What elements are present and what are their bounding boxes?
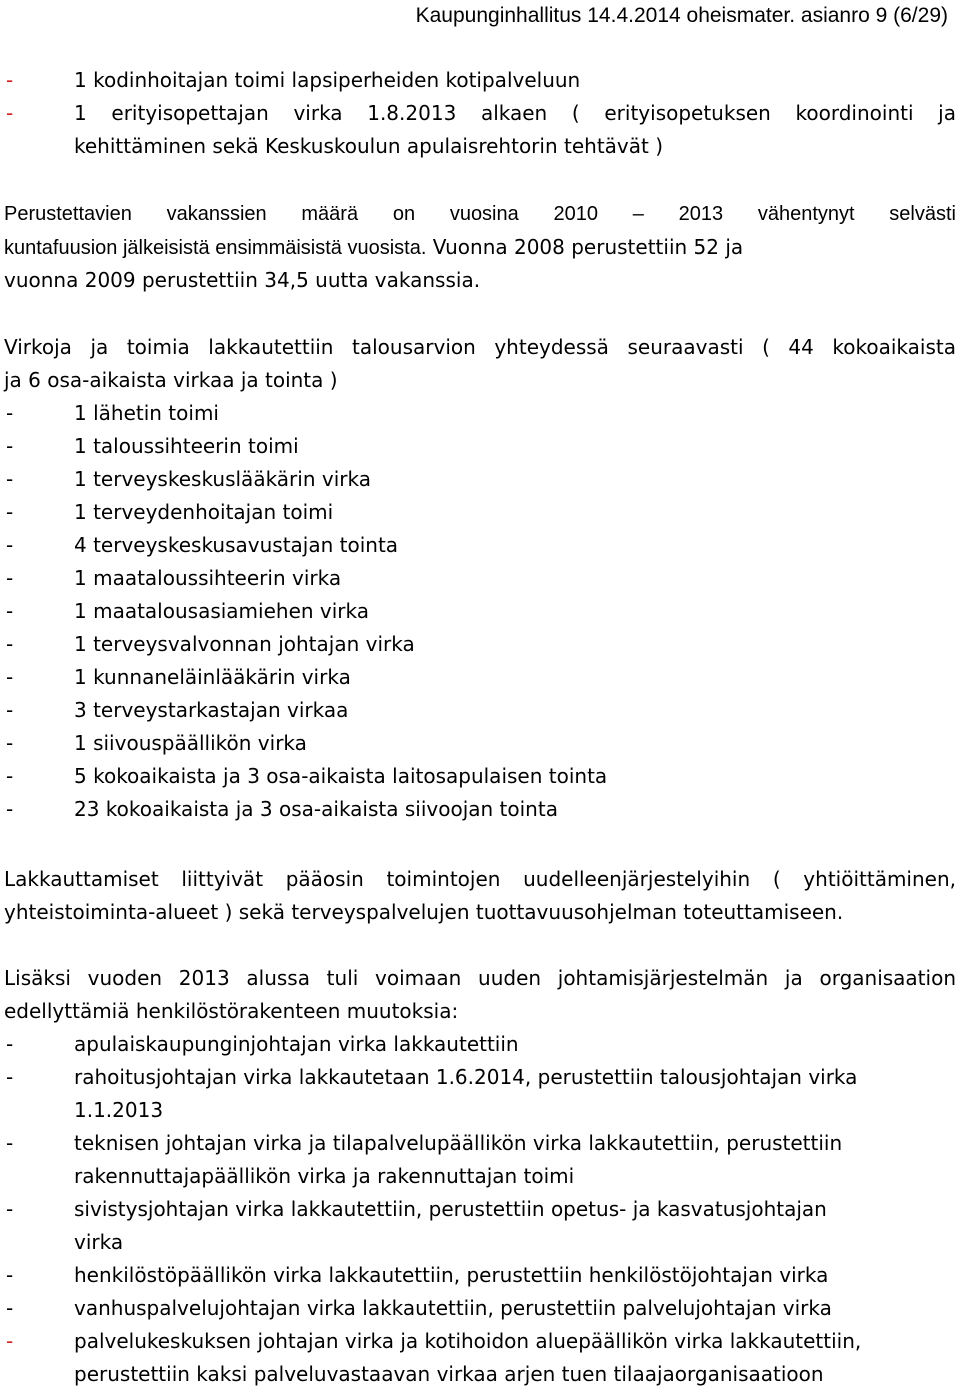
list-item-text: palvelukeskuksen johtajan virka ja kotihoidon aluepäällikön virka lakkautettiin,	[74, 1329, 862, 1353]
list-item-continuation: rakennuttajapäällikön virka ja rakennuttajan toimi	[74, 1164, 575, 1188]
list-dash: -	[6, 731, 14, 755]
list-item-text: 1 terveysvalvonnan johtajan virka	[74, 632, 415, 656]
list-item-continuation: 1.1.2013	[74, 1098, 164, 1122]
list-dash: -	[6, 500, 14, 524]
paragraph-line: Lisäksi vuoden 2013 alussa tuli voimaan uuden johtamisjärjestelmän ja organisaation	[4, 966, 956, 990]
list-item-text: apulaiskaupunginjohtajan virka lakkautettiin	[74, 1032, 519, 1056]
list-item	[4, 562, 956, 595]
list-dash: -	[6, 665, 14, 689]
list-dash: -	[6, 1197, 14, 1221]
list-item-text: henkilöstöpäällikön virka lakkautettiin, perustettiin henkilöstöjohtajan virka	[74, 1263, 829, 1287]
list-dash: -	[6, 533, 14, 557]
list-item	[4, 793, 956, 826]
list-item	[4, 1193, 956, 1226]
paragraph-vacancies	[4, 198, 956, 297]
paragraph-text: kuntafuusion jälkeisistä ensimmäisistä vuosista.	[4, 237, 427, 259]
list-item-text: 1 maatalousasiamiehen virka	[74, 599, 370, 623]
list-item-text: rahoitusjohtajan virka lakkautetaan 1.6.2014, perustettiin talousjohtajan virka	[74, 1065, 858, 1089]
list-item-continuation: virka	[74, 1230, 124, 1254]
list-item	[4, 727, 956, 760]
list-item	[4, 595, 956, 628]
abolished-list	[4, 397, 956, 826]
paragraph-line: yhteistoiminta-alueet ) sekä terveyspalvelujen tuottavuusohjelman toteuttamiseen.	[4, 900, 844, 924]
list-item-text: 1 kunnaneläinlääkärin virka	[74, 665, 351, 689]
list-dash: -	[6, 401, 14, 425]
list-item	[4, 1292, 956, 1325]
list-item	[4, 760, 956, 793]
list-item	[4, 463, 956, 496]
list-dash: -	[6, 1263, 14, 1287]
paragraph-line: Perustettavien vakanssien määrä on vuosina 2010 – 2013 vähentynyt selvästi	[4, 203, 956, 225]
paragraph-line: vuonna 2009 perustettiin 34,5 uutta vakanssia.	[4, 268, 481, 292]
list-item	[4, 64, 956, 97]
list-item	[4, 1127, 956, 1160]
page-header: Kaupunginhallitus 14.4.2014 oheismater. asianro 9 (6/29)	[415, 4, 948, 27]
paragraph-management-system	[4, 962, 956, 1028]
list-item-text: vanhuspalvelujohtajan virka lakkautettiin, perustettiin palvelujohtajan virka	[74, 1296, 832, 1320]
list-dash: -	[6, 698, 14, 722]
paragraph-line	[4, 231, 956, 264]
list-item-text: 5 kokoaikaista ja 3 osa-aikaista laitosapulaisen tointa	[74, 764, 608, 788]
list-item	[4, 661, 956, 694]
list-item	[4, 1061, 956, 1094]
list-item-text: 1 taloussihteerin toimi	[74, 434, 299, 458]
list-dash: -	[6, 1065, 14, 1089]
list-dash: -	[6, 68, 14, 92]
list-item-text: teknisen johtajan virka ja tilapalvelupäällikön virka lakkautettiin, perustettiin	[74, 1131, 843, 1155]
top-list	[4, 64, 956, 163]
list-item-text: sivistysjohtajan virka lakkautettiin, perustettiin opetus- ja kasvatusjohtajan	[74, 1197, 827, 1221]
list-item	[4, 529, 956, 562]
list-dash: -	[6, 101, 14, 125]
list-item	[4, 1028, 956, 1061]
paragraph-line: edellyttämiä henkilöstörakenteen muutoksia:	[4, 999, 459, 1023]
list-item-continuation: kehittäminen sekä Keskuskoulun apulaisrehtorin tehtävät )	[74, 134, 664, 158]
list-item	[4, 97, 956, 130]
list-item	[4, 628, 956, 661]
list-item-text: 4 terveyskeskusavustajan tointa	[74, 533, 399, 557]
list-dash: -	[6, 1032, 14, 1056]
list-dash: -	[6, 1296, 14, 1320]
list-item	[4, 496, 956, 529]
list-item-text: 1 maataloussihteerin virka	[74, 566, 342, 590]
paragraph-line: Lakkauttamiset liittyivät pääosin toimintojen uudelleenjärjestelyihin ( yhtiöittäminen,	[4, 867, 956, 891]
list-item	[4, 694, 956, 727]
list-item-continuation: perustettiin kaksi palveluvastaavan virkaa arjen tuen tilaajaorganisaatioon	[74, 1362, 824, 1386]
list-dash: -	[6, 467, 14, 491]
paragraph-reorganization	[4, 863, 956, 929]
list-dash: -	[6, 1329, 14, 1353]
changes-list	[4, 1028, 956, 1391]
list-dash: -	[6, 434, 14, 458]
list-dash: -	[6, 632, 14, 656]
list-dash: -	[6, 764, 14, 788]
list-item-text: 1 terveydenhoitajan toimi	[74, 500, 334, 524]
list-item-text: 3 terveystarkastajan virkaa	[74, 698, 349, 722]
paragraph-text: Vuonna 2008 perustettiin 52 ja	[426, 235, 744, 259]
list-dash: -	[6, 1131, 14, 1155]
list-item-text: 1 terveyskeskuslääkärin virka	[74, 467, 371, 491]
paragraph-abolished-intro	[4, 331, 956, 397]
list-item	[4, 1259, 956, 1292]
list-dash: -	[6, 599, 14, 623]
list-dash: -	[6, 566, 14, 590]
list-item-text: 23 kokoaikaista ja 3 osa-aikaista siivoojan tointa	[74, 797, 558, 821]
paragraph-line: Virkoja ja toimia lakkautettiin talousarvion yhteydessä seuraavasti ( 44 kokoaikaista	[4, 335, 956, 359]
list-item	[4, 397, 956, 430]
list-item	[4, 1325, 956, 1358]
list-item-text: 1 lähetin toimi	[74, 401, 219, 425]
list-item-text: 1 siivouspäällikön virka	[74, 731, 307, 755]
list-dash: -	[6, 797, 14, 821]
list-item-text: 1 erityisopettajan virka 1.8.2013 alkaen ( erityisopetuksen koordinointi ja	[74, 101, 956, 125]
paragraph-line: ja 6 osa-aikaista virkaa ja tointa )	[4, 368, 338, 392]
list-item	[4, 430, 956, 463]
list-item-text: 1 kodinhoitajan toimi lapsiperheiden kotipalveluun	[74, 68, 581, 92]
